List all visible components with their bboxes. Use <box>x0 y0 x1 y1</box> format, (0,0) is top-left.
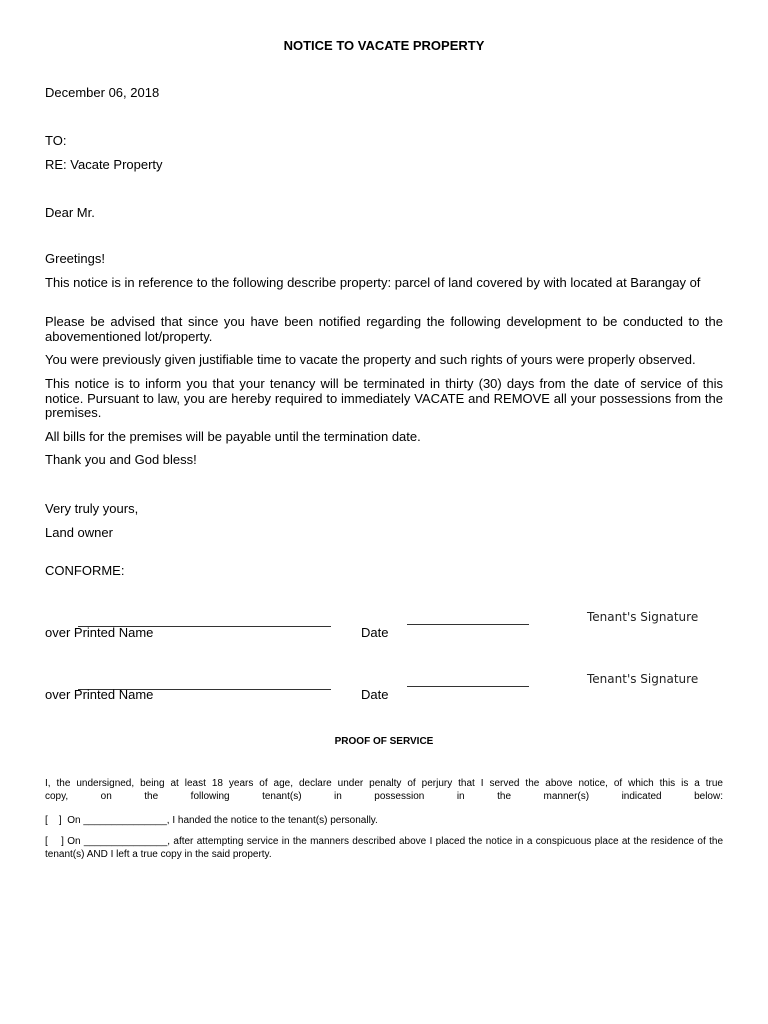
document-title: NOTICE TO VACATE PROPERTY <box>283 38 485 53</box>
paragraph-bills: All bills for the premises will be payable until the termination date. <box>45 429 421 444</box>
re-line: RE: Vacate Property <box>45 157 163 172</box>
paragraph-thank-you: Thank you and God bless! <box>45 452 197 467</box>
conforme-label: CONFORME: <box>45 563 125 578</box>
service-option-personal: [ ] On _______________, I handed the notice to the tenant(s) personally. <box>45 815 378 826</box>
declaration-line-1: I, the undersigned, being at least 18 years of age, declare under penalty of perjury that I served the above notice, of which this is a true <box>45 778 723 789</box>
date-line-1 <box>407 624 529 625</box>
greeting: Greetings! <box>45 251 105 266</box>
proof-of-service-title: PROOF OF SERVICE <box>334 736 434 747</box>
declaration-line-2: copy, on the following tenant(s) in possession in the manner(s) indicated below: <box>45 791 723 802</box>
printed-name-label-1: over Printed Name <box>45 625 154 640</box>
tenant-signature-label-1: Tenant's Signature <box>587 610 699 624</box>
salutation: Dear Mr. <box>45 205 95 220</box>
to-line: TO: <box>45 133 67 148</box>
signer: Land owner <box>45 525 113 540</box>
closing: Very truly yours, <box>45 501 139 516</box>
date-line-2 <box>407 686 529 687</box>
paragraph-termination-notice: This notice is to inform you that your tenancy will be terminated in thirty (30) days from the date of service of this notice. Pursuant to law, you are hereby required to immediately VACATE and REMOVE all your possessions from the premises. <box>45 376 723 420</box>
paragraph-development-advice: Please be advised that since you have been notified regarding the following development to be conducted to the abovementioned lot/property. <box>45 314 723 344</box>
paragraph-justifiable-time: You were previously given justifiable time to vacate the property and such rights of yours were properly observed. <box>45 352 696 367</box>
tenant-signature-label-2: Tenant's Signature <box>587 672 699 686</box>
date-label-2: Date <box>361 687 389 702</box>
document-date: December 06, 2018 <box>45 85 160 100</box>
printed-name-label-2: over Printed Name <box>45 687 154 702</box>
date-label-1: Date <box>361 625 389 640</box>
service-option-conspicuous: [ ] On _______________, after attempting service in the manners described above I placed the notice in a conspicuous place at the residence of the tenant(s) AND I left a true copy in the said property. <box>45 836 726 860</box>
paragraph-property-reference: This notice is in reference to the following describe property: parcel of land covered by with located at Barangay of <box>45 275 701 290</box>
